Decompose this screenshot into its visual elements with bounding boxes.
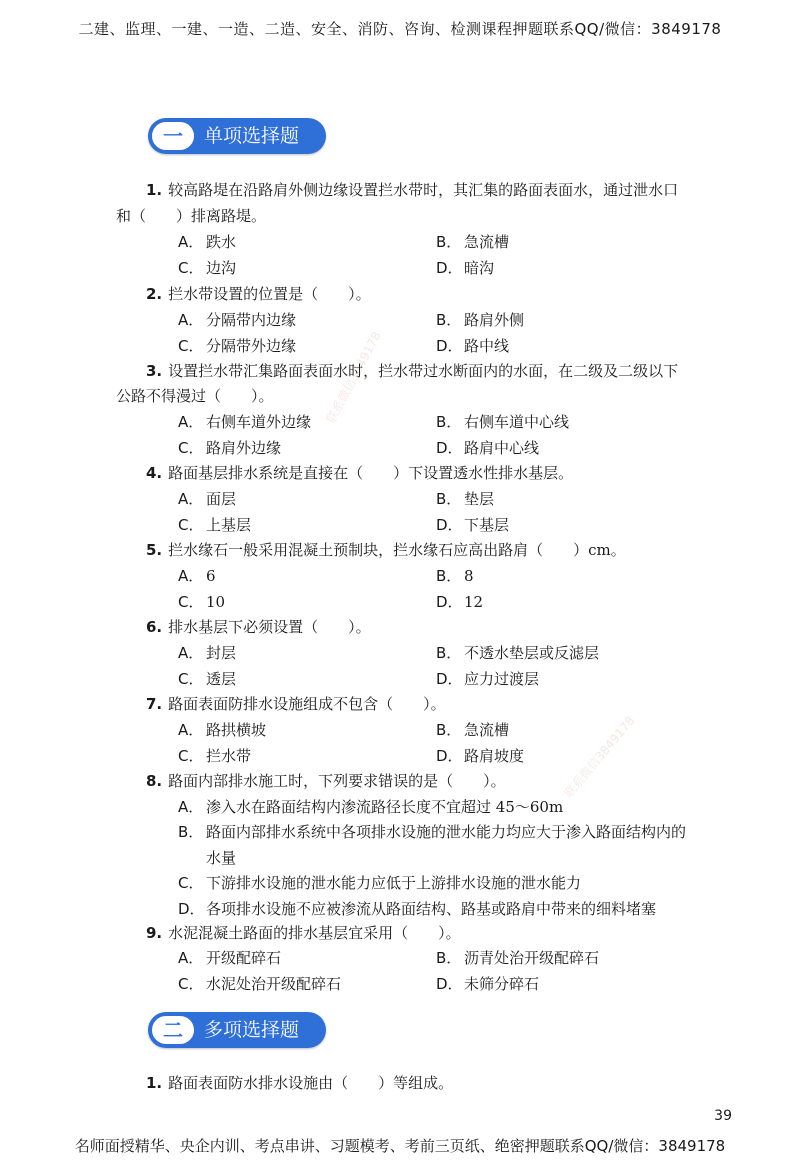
bottom-banner: 名师面授精华、央企内训、考点串讲、习题模考、考前三页纸、绝密押题联系QQ/微信：3849178	[74, 1137, 726, 1155]
question-text: 路面基层排水系统是直接在（ ）下设置透水性排水基层。	[168, 464, 574, 482]
question-number: 1.	[146, 1074, 163, 1092]
option-d: D．未筛分碎石	[436, 975, 540, 993]
option-d: D．路肩坡度	[436, 747, 525, 765]
watermark: 联系微信3849178	[323, 329, 384, 426]
question-text: 设置拦水带汇集路面表面水时，拦水带过水断面内的水面，在二级及二级以下	[168, 362, 679, 380]
question-6	[146, 617, 371, 637]
option-b: B． 垫层	[436, 490, 495, 508]
question-text: 拦水缘石一般采用混凝土预制块，拦水缘石应高出路肩（ ）cm。	[168, 541, 626, 559]
question-4	[146, 463, 573, 483]
option-c: C． 边沟	[178, 259, 237, 277]
option-b: B． 8	[436, 567, 474, 585]
question-9	[146, 923, 461, 943]
option-b: B． 不透水垫层或反滤层	[436, 644, 600, 662]
option-c: C． 透层	[178, 670, 237, 688]
option-a: A． 封层	[178, 644, 237, 662]
question-text: 拦水带设置的位置是（ ）。	[168, 285, 371, 303]
question-number: 1.	[146, 181, 163, 199]
option-c: C． 路肩外边缘	[178, 439, 282, 457]
question-number: 3.	[146, 362, 163, 380]
question-number: 8.	[146, 772, 163, 790]
question-1-continuation: 和（ ）排离路堤。	[116, 207, 267, 225]
question-5	[146, 540, 626, 560]
option-b: B． 路肩外侧	[436, 311, 525, 329]
option-a: A． 面层	[178, 490, 237, 508]
question-number: 9.	[146, 924, 163, 942]
question-text: 路面表面防排水设施组成不包含（ ）。	[168, 695, 446, 713]
option-d: D．路中线	[436, 337, 510, 355]
section-header-single-choice	[148, 118, 326, 154]
question-number: 6.	[146, 618, 163, 636]
option-a: A． 跌水	[178, 233, 237, 251]
option-b: B． 路面内部排水系统中各项排水设施的泄水能力均应大于渗入路面结构内的	[178, 823, 687, 841]
question-text: 路面表面防水排水设施由（ ）等组成。	[168, 1074, 454, 1092]
option-d: D．12	[436, 593, 484, 611]
question-number: 2.	[146, 285, 163, 303]
option-d: D．各项排水设施不应被渗流从路面结构、路基或路肩中带来的细料堵塞	[178, 900, 657, 918]
question-number: 5.	[146, 541, 163, 559]
option-d: D．应力过渡层	[436, 670, 540, 688]
watermark: 联系微信3849178	[561, 713, 638, 801]
option-d: D．暗沟	[436, 259, 495, 277]
option-c: C． 拦水带	[178, 747, 252, 765]
option-b: B． 沥青处治开级配碎石	[436, 949, 600, 967]
section-number: 一	[150, 120, 196, 152]
question-8	[146, 771, 506, 791]
option-a: A． 右侧车道外边缘	[178, 413, 312, 431]
option-a: A． 渗入水在路面结构内渗流路径长度不宜超过 45～60m	[178, 798, 564, 816]
top-banner: 二建、监理、一建、一造、二造、安全、消防、咨询、检测课程押题联系QQ/微信：3849178	[78, 20, 722, 38]
question-7	[146, 694, 446, 714]
question-text: 水泥混凝土路面的排水基层宜采用（ ）。	[168, 924, 461, 942]
question-2	[146, 284, 371, 304]
option-c: C． 10	[178, 593, 226, 611]
question-number: 4.	[146, 464, 163, 482]
option-c: C． 分隔带外边缘	[178, 337, 297, 355]
option-a: A． 路拱横坡	[178, 721, 267, 739]
option-a: A． 6	[178, 567, 216, 585]
section-header-multiple-choice	[148, 1012, 326, 1048]
page-number: 39	[714, 1108, 732, 1124]
question-3-continuation: 公路不得漫过（ ）。	[116, 387, 274, 405]
option-d: D．路肩中心线	[436, 439, 540, 457]
question-3	[146, 361, 678, 381]
option-a: A． 开级配碎石	[178, 949, 282, 967]
option-b: B． 右侧车道中心线	[436, 413, 570, 431]
section-title: 多项选择题	[204, 1019, 300, 1041]
option-a: A． 分隔带内边缘	[178, 311, 297, 329]
option-c: C． 上基层	[178, 516, 252, 534]
question-number: 7.	[146, 695, 163, 713]
option-b: B． 急流槽	[436, 233, 510, 251]
section-number: 二	[150, 1014, 196, 1046]
option-c: C． 水泥处治开级配碎石	[178, 975, 342, 993]
multi-question-1	[146, 1073, 453, 1093]
option-b-continuation: 水量	[206, 849, 237, 867]
option-c: C． 下游排水设施的泄水能力应低于上游排水设施的泄水能力	[178, 874, 582, 892]
option-b: B． 急流槽	[436, 721, 510, 739]
question-1	[146, 180, 678, 200]
section-title: 单项选择题	[204, 125, 300, 147]
question-text: 较高路堤在沿路肩外侧边缘设置拦水带时，其汇集的路面表面水，通过泄水口	[168, 181, 679, 199]
question-text: 排水基层下必须设置（ ）。	[168, 618, 371, 636]
question-text: 路面内部排水施工时，下列要求错误的是（ ）。	[168, 772, 506, 790]
option-d: D．下基层	[436, 516, 510, 534]
